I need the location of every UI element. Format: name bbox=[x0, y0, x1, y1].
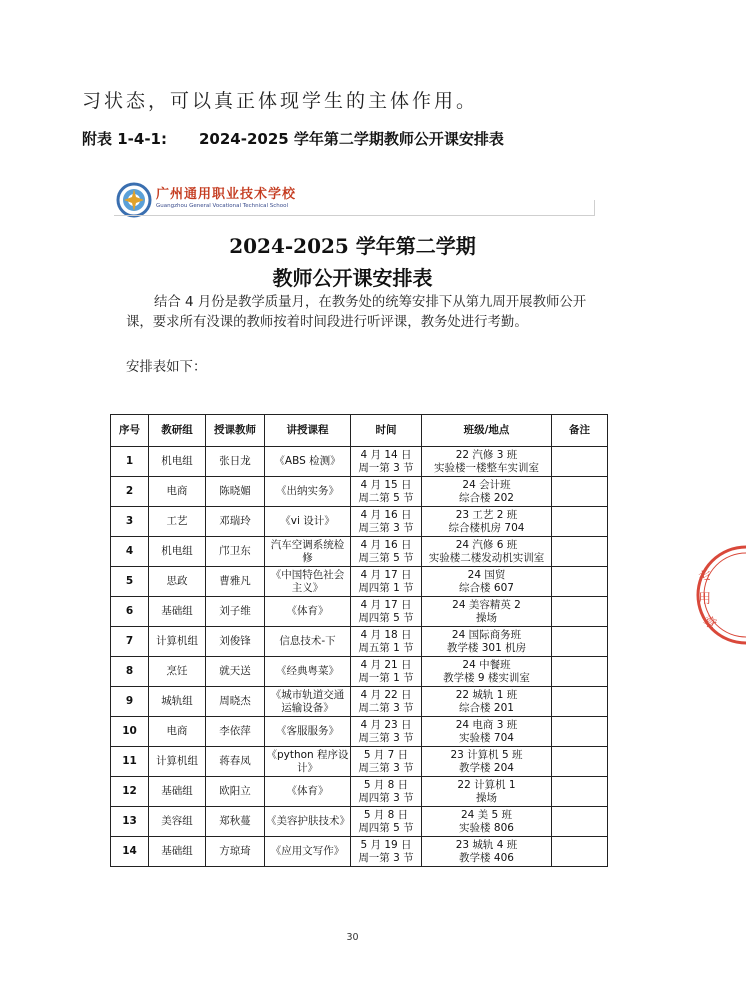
intro-paragraph: 结合 4 月份是教学质量月，在教务处的统筹安排下从第九周开展教师公开课，要求所有没课的教师按着时间段进行听评课，教务处进行考勤。 bbox=[126, 295, 587, 330]
document-title-line2: 教师公开课安排表 bbox=[272, 266, 433, 290]
class-location-cell-text: 操场 bbox=[476, 611, 497, 624]
teaching-group-cell-text: 机电组 bbox=[161, 455, 193, 467]
table-header-cell: 时间 bbox=[351, 415, 422, 447]
class-location-cell-text: 实验楼 806 bbox=[459, 821, 514, 834]
time-cell bbox=[351, 447, 422, 477]
teaching-group-cell-text: 烹饪 bbox=[166, 665, 188, 677]
row-number-cell-text: 7 bbox=[125, 635, 134, 647]
course-cell-text: 《客服服务》 bbox=[276, 725, 339, 737]
teacher-cell bbox=[206, 507, 265, 537]
class-location-cell bbox=[422, 597, 552, 627]
teacher-cell bbox=[206, 537, 265, 567]
time-cell bbox=[351, 837, 422, 867]
corner-mark bbox=[576, 200, 595, 216]
course-cell bbox=[265, 837, 351, 867]
table-header-cell: 授课教师 bbox=[206, 415, 265, 447]
table-row bbox=[111, 777, 608, 807]
class-location-cell bbox=[422, 627, 552, 657]
teaching-group-cell-text: 工艺 bbox=[166, 515, 188, 527]
table-row bbox=[111, 567, 608, 597]
teacher-cell-text: 张日龙 bbox=[219, 455, 251, 467]
row-number-cell-text: 11 bbox=[122, 755, 137, 767]
class-location-cell bbox=[422, 777, 552, 807]
class-location-cell-text: 实验楼 704 bbox=[459, 731, 514, 744]
time-cell bbox=[351, 777, 422, 807]
teacher-cell-text: 邓瑞玲 bbox=[219, 515, 251, 527]
note-cell bbox=[552, 687, 608, 717]
course-cell-text: 《ABS 检测》 bbox=[274, 455, 341, 467]
teacher-cell bbox=[206, 837, 265, 867]
teaching-group-cell-text: 基础组 bbox=[161, 605, 193, 617]
school-name-en: Guangzhou General Vocational Technical School bbox=[156, 203, 289, 209]
time-cell bbox=[351, 597, 422, 627]
time-cell-text: 周三第 3 节 bbox=[358, 761, 414, 774]
class-location-cell-text: 24 国贸 bbox=[467, 568, 506, 581]
intro-line: 习状态，可以真正体现学生的主体作用。 bbox=[82, 90, 479, 112]
teacher-cell-text: 刘俊锋 bbox=[219, 635, 251, 647]
teacher-cell-text: 曹雅凡 bbox=[219, 575, 251, 587]
course-cell bbox=[265, 597, 351, 627]
time-cell-text: 4 月 21 日 bbox=[360, 658, 412, 671]
row-number-cell bbox=[111, 717, 149, 747]
table-row bbox=[111, 717, 608, 747]
class-location-cell-text: 教学楼 301 机房 bbox=[446, 641, 527, 654]
note-cell bbox=[552, 627, 608, 657]
time-cell-text: 周一第 3 节 bbox=[358, 851, 414, 864]
time-cell-text: 周三第 3 节 bbox=[358, 521, 414, 534]
course-cell bbox=[265, 807, 351, 837]
course-cell-text: 《体育》 bbox=[286, 605, 329, 617]
note-cell bbox=[552, 657, 608, 687]
school-emblem-icon bbox=[116, 182, 152, 218]
class-location-cell-text: 综合楼 202 bbox=[459, 491, 514, 504]
table-body bbox=[111, 447, 608, 867]
course-cell bbox=[265, 687, 351, 717]
course-cell bbox=[265, 567, 351, 597]
row-number-cell-text: 4 bbox=[125, 545, 134, 557]
school-logo bbox=[114, 180, 304, 220]
teaching-group-cell-text: 思政 bbox=[166, 575, 188, 587]
table-row bbox=[111, 687, 608, 717]
row-number-cell bbox=[111, 477, 149, 507]
course-cell bbox=[265, 447, 351, 477]
note-cell bbox=[552, 837, 608, 867]
class-location-cell bbox=[422, 507, 552, 537]
class-location-cell bbox=[422, 747, 552, 777]
table-row bbox=[111, 657, 608, 687]
teacher-cell bbox=[206, 747, 265, 777]
time-cell bbox=[351, 627, 422, 657]
appendix-table-title: 2024-2025 学年第二学期教师公开课安排表 bbox=[198, 130, 504, 148]
svg-text:专: 专 bbox=[696, 566, 716, 587]
row-number-cell-text: 10 bbox=[122, 725, 137, 737]
teaching-group-cell-text: 美容组 bbox=[161, 815, 193, 827]
time-cell-text: 4 月 16 日 bbox=[360, 508, 412, 521]
teacher-cell bbox=[206, 657, 265, 687]
teaching-group-cell bbox=[149, 447, 206, 477]
teaching-group-cell-text: 电商 bbox=[166, 725, 188, 737]
teacher-cell-text: 陈晓媚 bbox=[219, 485, 251, 497]
time-cell-text: 4 月 18 日 bbox=[360, 628, 412, 641]
course-cell-text: 汽车空调系统检修 bbox=[270, 538, 345, 564]
time-cell-text: 周四第 5 节 bbox=[358, 821, 414, 834]
course-cell-text: 《经典粤菜》 bbox=[276, 665, 339, 677]
course-cell bbox=[265, 777, 351, 807]
row-number-cell-text: 6 bbox=[125, 605, 134, 617]
teacher-cell bbox=[206, 807, 265, 837]
table-row bbox=[111, 627, 608, 657]
note-cell bbox=[552, 777, 608, 807]
appendix-title bbox=[82, 128, 504, 149]
class-location-cell-text: 24 电商 3 班 bbox=[455, 718, 518, 731]
note-cell bbox=[552, 597, 608, 627]
time-cell-text: 周一第 1 节 bbox=[358, 671, 414, 684]
teaching-group-cell bbox=[149, 657, 206, 687]
table-row bbox=[111, 837, 608, 867]
course-cell-text: 《应用文写作》 bbox=[270, 845, 345, 857]
teacher-cell bbox=[206, 627, 265, 657]
table-row bbox=[111, 807, 608, 837]
table-row bbox=[111, 477, 608, 507]
teacher-cell bbox=[206, 447, 265, 477]
row-number-cell bbox=[111, 627, 149, 657]
class-location-cell-text: 实验楼一楼整车实训室 bbox=[434, 461, 539, 474]
class-location-cell-text: 综合楼 607 bbox=[459, 581, 514, 594]
table-row bbox=[111, 597, 608, 627]
time-cell bbox=[351, 687, 422, 717]
teaching-group-cell bbox=[149, 537, 206, 567]
row-number-cell bbox=[111, 567, 149, 597]
time-cell bbox=[351, 477, 422, 507]
teacher-cell-text: 邝卫东 bbox=[219, 545, 251, 557]
note-cell bbox=[552, 507, 608, 537]
class-location-cell bbox=[422, 537, 552, 567]
class-location-cell-text: 24 汽修 6 班 bbox=[455, 538, 518, 551]
class-location-cell-text: 实验楼二楼发动机实训室 bbox=[428, 551, 545, 564]
teaching-group-cell-text: 基础组 bbox=[161, 845, 193, 857]
course-cell bbox=[265, 717, 351, 747]
time-cell-text: 周二第 5 节 bbox=[358, 491, 414, 504]
class-location-cell bbox=[422, 807, 552, 837]
page-number: 30 bbox=[346, 932, 359, 943]
course-cell bbox=[265, 537, 351, 567]
class-location-cell-text: 24 美容精英 2 bbox=[452, 598, 521, 611]
school-name-cn: 广州通用职业技术学校 bbox=[156, 187, 297, 202]
time-cell-text: 4 月 22 日 bbox=[360, 688, 412, 701]
time-cell-text: 5 月 8 日 bbox=[363, 808, 409, 821]
row-number-cell-text: 13 bbox=[122, 815, 137, 827]
time-cell-text: 5 月 8 日 bbox=[363, 778, 409, 791]
time-cell-text: 4 月 14 日 bbox=[360, 448, 412, 461]
class-location-cell-text: 22 计算机 1 bbox=[457, 778, 516, 791]
class-location-cell bbox=[422, 687, 552, 717]
document-title-line1: 2024-2025 学年第二学期 bbox=[229, 234, 476, 258]
course-cell-text: 《中国特色社会主义》 bbox=[270, 568, 345, 594]
time-cell-text: 周三第 5 节 bbox=[358, 551, 414, 564]
time-cell-text: 4 月 15 日 bbox=[360, 478, 412, 491]
teaching-group-cell bbox=[149, 507, 206, 537]
teacher-cell-text: 周晓杰 bbox=[219, 695, 251, 707]
note-cell bbox=[552, 717, 608, 747]
time-cell-text: 周四第 1 节 bbox=[358, 581, 414, 594]
row-number-cell bbox=[111, 807, 149, 837]
note-cell bbox=[552, 537, 608, 567]
time-cell bbox=[351, 537, 422, 567]
row-number-cell-text: 5 bbox=[125, 575, 134, 587]
note-cell bbox=[552, 477, 608, 507]
schedule-table bbox=[110, 414, 608, 867]
table-header-cell: 备注 bbox=[552, 415, 608, 447]
time-cell-text: 周四第 3 节 bbox=[358, 791, 414, 804]
teacher-cell bbox=[206, 477, 265, 507]
class-location-cell-text: 教学楼 204 bbox=[459, 761, 514, 774]
class-location-cell-text: 22 汽修 3 班 bbox=[455, 448, 518, 461]
class-location-cell-text: 教学楼 406 bbox=[459, 851, 514, 864]
teacher-cell bbox=[206, 777, 265, 807]
table-row bbox=[111, 747, 608, 777]
teacher-cell bbox=[206, 597, 265, 627]
time-cell-text: 周四第 5 节 bbox=[358, 611, 414, 624]
teacher-cell bbox=[206, 717, 265, 747]
course-cell-text: 《城市轨道交通运输设备》 bbox=[270, 688, 345, 714]
row-number-cell-text: 14 bbox=[122, 845, 137, 857]
time-cell bbox=[351, 657, 422, 687]
time-cell bbox=[351, 807, 422, 837]
header-rule bbox=[114, 215, 594, 216]
time-cell-text: 4 月 23 日 bbox=[360, 718, 412, 731]
teaching-group-cell bbox=[149, 837, 206, 867]
class-location-cell-text: 23 城轨 4 班 bbox=[455, 838, 518, 851]
course-cell-text: 《vi 设计》 bbox=[280, 515, 335, 527]
table-header-cell: 序号 bbox=[111, 415, 149, 447]
teaching-group-cell bbox=[149, 687, 206, 717]
class-location-cell-text: 22 城轨 1 班 bbox=[455, 688, 518, 701]
table-header-cell: 班级/地点 bbox=[422, 415, 552, 447]
row-number-cell bbox=[111, 447, 149, 477]
row-number-cell bbox=[111, 837, 149, 867]
teaching-group-cell bbox=[149, 747, 206, 777]
teaching-group-cell-text: 基础组 bbox=[161, 785, 193, 797]
course-cell bbox=[265, 627, 351, 657]
time-cell-text: 周五第 1 节 bbox=[358, 641, 414, 654]
course-cell-text: 信息技术-下 bbox=[279, 635, 336, 647]
teacher-cell-text: 刘子维 bbox=[219, 605, 251, 617]
teacher-cell bbox=[206, 567, 265, 597]
row-number-cell-text: 1 bbox=[125, 455, 134, 467]
teaching-group-cell bbox=[149, 717, 206, 747]
row-number-cell bbox=[111, 597, 149, 627]
table-header-row bbox=[111, 415, 608, 447]
teaching-group-cell-text: 机电组 bbox=[161, 545, 193, 557]
teaching-group-cell bbox=[149, 597, 206, 627]
class-location-cell-text: 24 会计班 bbox=[462, 478, 511, 491]
class-location-cell-text: 操场 bbox=[476, 791, 497, 804]
time-cell bbox=[351, 717, 422, 747]
note-cell bbox=[552, 807, 608, 837]
time-cell-text: 4 月 17 日 bbox=[360, 568, 412, 581]
time-cell bbox=[351, 567, 422, 597]
arrangement-label: 安排表如下： bbox=[126, 360, 207, 375]
teaching-group-cell bbox=[149, 807, 206, 837]
row-number-cell-text: 12 bbox=[122, 785, 137, 797]
course-cell-text: 《美容护肤技术》 bbox=[266, 815, 350, 827]
course-cell bbox=[265, 657, 351, 687]
table-row bbox=[111, 537, 608, 567]
teaching-group-cell-text: 计算机组 bbox=[156, 635, 198, 647]
course-cell bbox=[265, 507, 351, 537]
teacher-cell-text: 欧阳立 bbox=[219, 785, 251, 797]
row-number-cell-text: 8 bbox=[125, 665, 134, 677]
class-location-cell-text: 综合楼 201 bbox=[459, 701, 514, 714]
appendix-label: 附表 1-4-1: bbox=[82, 130, 167, 148]
teaching-group-cell-text: 电商 bbox=[166, 485, 188, 497]
seal-stamp-icon bbox=[686, 545, 746, 645]
class-location-cell bbox=[422, 477, 552, 507]
time-cell-text: 5 月 7 日 bbox=[363, 748, 409, 761]
table-row bbox=[111, 447, 608, 477]
time-cell-text: 5 月 19 日 bbox=[360, 838, 412, 851]
class-location-cell-text: 24 美 5 班 bbox=[460, 808, 513, 821]
row-number-cell-text: 3 bbox=[125, 515, 134, 527]
teacher-cell-text: 蒋春凤 bbox=[219, 755, 251, 767]
class-location-cell bbox=[422, 447, 552, 477]
class-location-cell-text: 教学楼 9 楼实训室 bbox=[443, 671, 530, 684]
time-cell bbox=[351, 507, 422, 537]
row-number-cell bbox=[111, 687, 149, 717]
course-cell-text: 《出纳实务》 bbox=[276, 485, 339, 497]
teaching-group-cell-text: 城轨组 bbox=[161, 695, 193, 707]
row-number-cell bbox=[111, 537, 149, 567]
row-number-cell bbox=[111, 507, 149, 537]
row-number-cell bbox=[111, 657, 149, 687]
time-cell-text: 周三第 3 节 bbox=[358, 731, 414, 744]
time-cell bbox=[351, 747, 422, 777]
row-number-cell bbox=[111, 777, 149, 807]
teacher-cell-text: 李依萍 bbox=[219, 725, 251, 737]
note-cell bbox=[552, 567, 608, 597]
table-header-cell: 教研组 bbox=[149, 415, 206, 447]
teacher-cell-text: 郑秋蔓 bbox=[219, 815, 251, 827]
row-number-cell-text: 2 bbox=[125, 485, 134, 497]
teacher-cell-text: 就天送 bbox=[219, 665, 251, 677]
class-location-cell bbox=[422, 567, 552, 597]
class-location-cell-text: 24 国际商务班 bbox=[451, 628, 522, 641]
class-location-cell-text: 24 中餐班 bbox=[462, 658, 511, 671]
teaching-group-cell bbox=[149, 777, 206, 807]
teacher-cell-text: 方琼琦 bbox=[219, 845, 251, 857]
svg-text:用: 用 bbox=[698, 592, 712, 607]
table-row bbox=[111, 507, 608, 537]
note-cell bbox=[552, 747, 608, 777]
teaching-group-cell bbox=[149, 477, 206, 507]
class-location-cell bbox=[422, 657, 552, 687]
time-cell-text: 4 月 16 日 bbox=[360, 538, 412, 551]
course-cell-text: 《体育》 bbox=[286, 785, 329, 797]
row-number-cell bbox=[111, 747, 149, 777]
note-cell bbox=[552, 447, 608, 477]
class-location-cell bbox=[422, 837, 552, 867]
time-cell-text: 4 月 17 日 bbox=[360, 598, 412, 611]
course-cell bbox=[265, 477, 351, 507]
teaching-group-cell bbox=[149, 567, 206, 597]
teaching-group-cell bbox=[149, 627, 206, 657]
time-cell-text: 周一第 3 节 bbox=[358, 461, 414, 474]
class-location-cell-text: 综合楼机房 704 bbox=[448, 521, 525, 534]
table-header-cell: 讲授课程 bbox=[265, 415, 351, 447]
course-cell-text: 《python 程序设计》 bbox=[266, 748, 349, 774]
time-cell-text: 周二第 3 节 bbox=[358, 701, 414, 714]
row-number-cell-text: 9 bbox=[125, 695, 134, 707]
teacher-cell bbox=[206, 687, 265, 717]
course-cell bbox=[265, 747, 351, 777]
class-location-cell bbox=[422, 717, 552, 747]
teaching-group-cell-text: 计算机组 bbox=[156, 755, 198, 767]
svg-text:章: 章 bbox=[700, 613, 719, 633]
class-location-cell-text: 23 工艺 2 班 bbox=[455, 508, 518, 521]
class-location-cell-text: 23 计算机 5 班 bbox=[450, 748, 523, 761]
